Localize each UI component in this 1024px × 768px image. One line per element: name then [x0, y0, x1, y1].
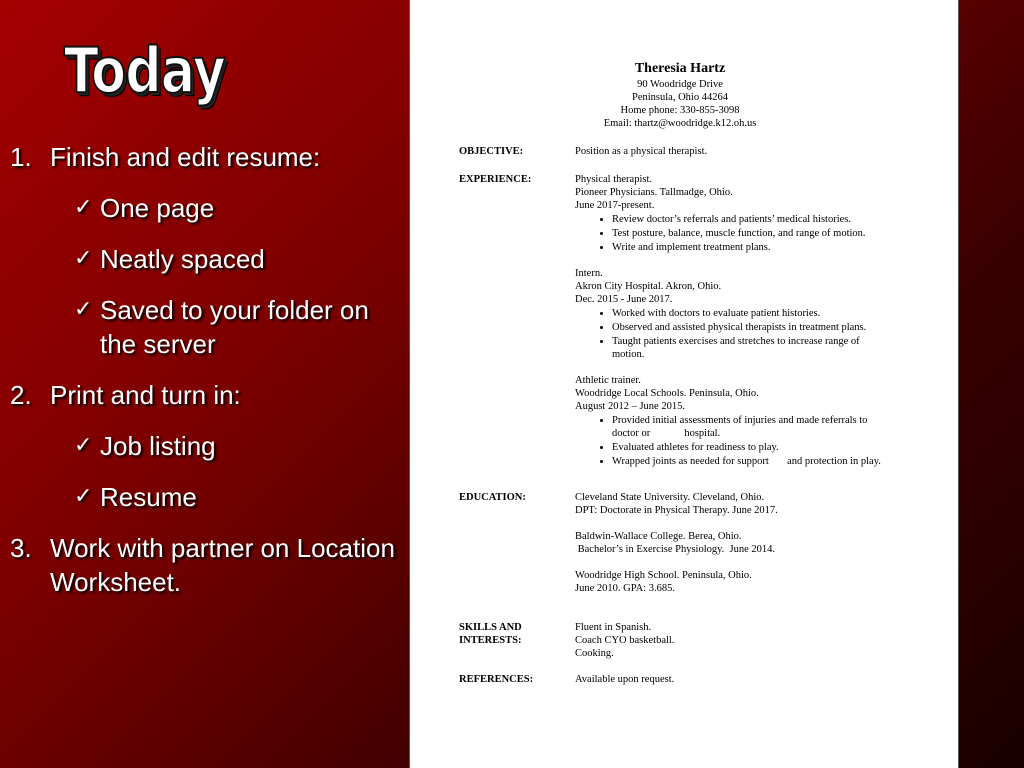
- job-bullet: • Write and implement treatment plans.: [612, 241, 915, 254]
- check-icon: ✓: [74, 246, 93, 271]
- resume-phone: Home phone: 330-855-3098: [620, 105, 740, 116]
- item-number: 1.: [10, 142, 32, 172]
- agenda-item-1: [10, 140, 400, 174]
- job-employer: Pioneer Physicians. Tallmadge, Ohio.: [575, 187, 733, 198]
- subitem: ✓ One page: [74, 193, 215, 223]
- education-label: EDUCATION:: [459, 492, 526, 503]
- check-icon: ✓: [74, 195, 93, 220]
- check-icon: ✓: [74, 297, 93, 322]
- skills-section: Fluent in Spanish. Coach CYO basketball. Cooking.: [575, 622, 675, 659]
- subitem: ✓ Saved to your folder on the server: [74, 295, 369, 359]
- job-dates: August 2012 – June 2015.: [575, 401, 685, 412]
- education-section: Cleveland State University. Cleveland, Ohio. DPT: Doctorate in Physical Therapy. June 2017. Baldwin-Wallace College. Berea, Ohio. Bachelor’s in Exercise Physiology. June 2014. Woodridge High School. Peninsula, Ohio. June 2010. GPA: 3.685.: [575, 492, 778, 594]
- slide-title: Today: [64, 34, 226, 107]
- agenda-item-2: [10, 378, 400, 412]
- references-label: REFERENCES:: [459, 674, 534, 685]
- item-number: 3.: [10, 533, 32, 563]
- job-title: Physical therapist.: [575, 174, 652, 185]
- experience-section: [575, 173, 915, 468]
- job-bullet: • Observed and assisted physical therapists in treatment plans.: [612, 321, 915, 334]
- resume-header: [410, 60, 950, 130]
- job-bullet: • Provided initial assessments of injuries and made referrals to doctor or hospital.: [612, 414, 892, 440]
- agenda-item-3: [10, 531, 400, 599]
- skills-label: SKILLS AND INTERESTS:: [459, 622, 522, 646]
- check-icon: ✓: [74, 433, 93, 458]
- resume-address: 90 Woodridge Drive: [637, 79, 723, 90]
- check-icon: ✓: [74, 484, 93, 509]
- agenda-list: [10, 140, 400, 599]
- job-bullet: • Worked with doctors to evaluate patient histories.: [612, 307, 915, 320]
- job-dates: June 2017-present.: [575, 200, 655, 211]
- item-text: Work with partner on Location Worksheet.: [50, 533, 395, 597]
- item-number: 2.: [10, 380, 32, 410]
- job-title: Intern.: [575, 268, 603, 279]
- resume-name: Theresia Hartz: [634, 61, 726, 76]
- resume-email: Email: thartz@woodridge.k12.oh.us: [603, 118, 757, 129]
- objective-label: OBJECTIVE:: [459, 146, 524, 157]
- item-text: Print and turn in:: [50, 380, 241, 410]
- subitem: ✓ Job listing: [74, 431, 216, 461]
- job-bullet: • Taught patients exercises and stretches to increase range of motion.: [612, 335, 882, 361]
- subitem: ✓ Resume: [74, 482, 197, 512]
- objective-text: Position as a physical therapist.: [575, 146, 708, 157]
- job-bullet: • Test posture, balance, muscle function, and range of motion.: [612, 227, 915, 240]
- experience-label: EXPERIENCE:: [459, 174, 532, 185]
- job-employer: Akron City Hospital. Akron, Ohio.: [575, 281, 722, 292]
- item-text: Finish and edit resume:: [50, 142, 321, 172]
- job-bullet: • Evaluated athletes for readiness to play.: [612, 441, 915, 454]
- subitem: ✓ Neatly spaced: [74, 244, 265, 274]
- job-title: Athletic trainer.: [575, 375, 641, 386]
- job-bullet: • Review doctor’s referrals and patients’ medical histories.: [612, 213, 915, 226]
- job-employer: Woodridge Local Schools. Peninsula, Ohio.: [575, 388, 759, 399]
- references-text: Available upon request.: [575, 674, 675, 685]
- job-dates: Dec. 2015 - June 2017.: [575, 294, 673, 305]
- resume-panel: [409, 0, 959, 768]
- job-bullet: • Wrapped joints as needed for support and protection in play.: [612, 455, 915, 468]
- resume-city: Peninsula, Ohio 44264: [632, 92, 728, 103]
